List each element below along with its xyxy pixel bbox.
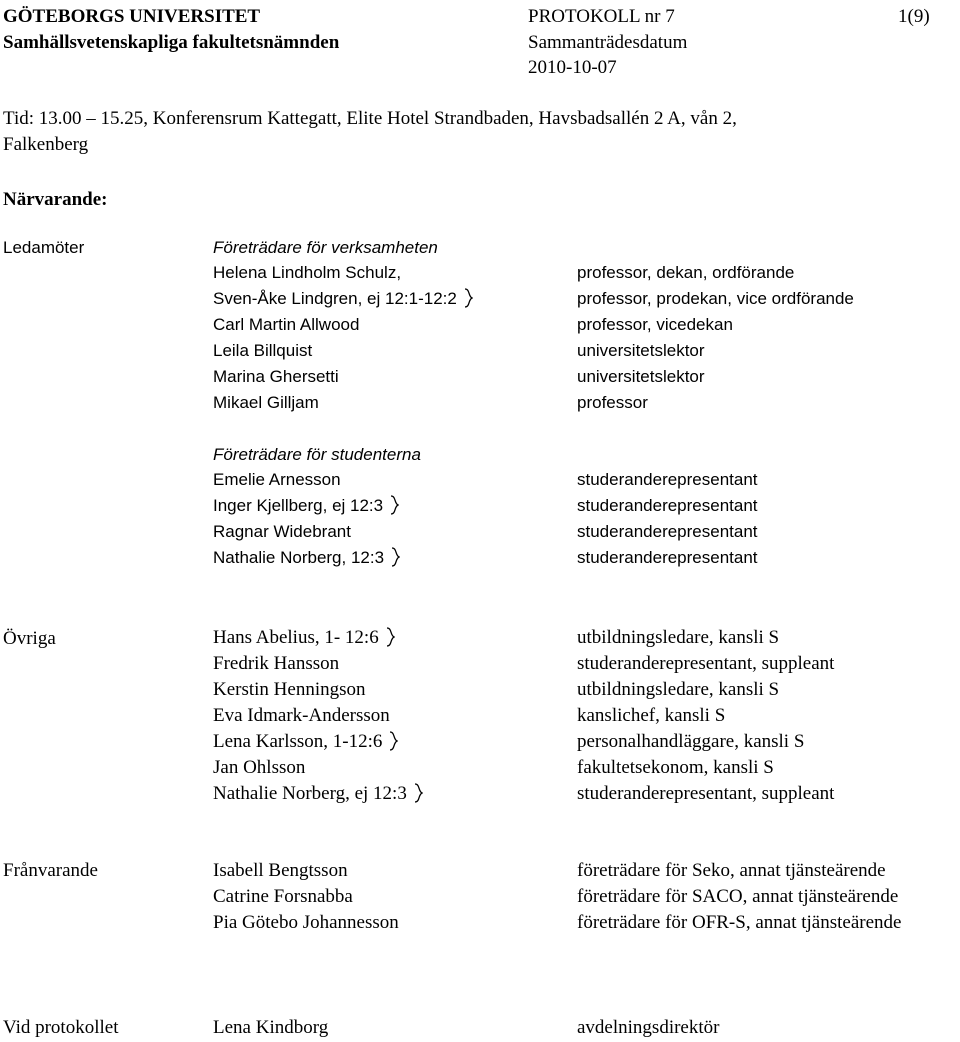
list-item [0,260,960,286]
list-item [0,312,960,338]
person-name [213,545,400,571]
person-name-text: Inger Kjellberg, ej 12:3 [213,496,384,515]
person-name-text: Fredrik Hansson [213,653,340,674]
person-name [213,677,366,703]
others-label: Övriga [3,628,56,649]
list-item [0,286,960,312]
list-item [0,519,960,545]
meeting-date-label: Sammanträdesdatum [528,32,688,53]
list-item [0,390,960,416]
person-name [213,260,401,286]
list-item [0,781,960,807]
list-item [0,755,960,781]
person-role: universitetslektor [577,341,705,360]
list-item [0,625,960,651]
person-name-text: Emelie Arnesson [213,470,341,489]
list-item [0,467,960,493]
person-name-text: Catrine Forsnabba [213,886,353,907]
person-name-text: Nathalie Norberg, 12:3 [213,548,385,567]
person-name [213,312,359,338]
person-name-text: Lena Karlsson, 1-12:6 [213,731,383,752]
meeting-date: 2010-10-07 [528,57,617,78]
person-role: professor, vicedekan [577,315,733,334]
person-name-text: Kerstin Henningson [213,679,366,700]
time-place-line1: Tid: 13.00 – 15.25, Konferensrum Kattegatt, Elite Hotel Strandbaden, Havsbadsallén 2 A, vån 2, [3,108,737,129]
person-role: företrädare för SACO, annat tjänsteärende [577,886,899,907]
person-name [213,781,423,807]
person-role: företrädare för Seko, annat tjänsteärende [577,860,886,881]
section-bracket-icon [463,288,473,308]
person-role: professor, prodekan, vice ordförande [577,289,854,308]
person-role: universitetslektor [577,367,705,386]
person-role: kanslichef, kansli S [577,705,726,726]
person-name [213,467,341,493]
group2-heading: Företrädare för studenterna [213,445,421,464]
minutes-label: Vid protokollet [3,1017,119,1038]
person-role: professor [577,393,648,412]
minutes-name: Lena Kindborg [213,1017,329,1038]
list-item [0,545,960,571]
person-role: studeranderepresentant [577,470,758,489]
person-role: studeranderepresentant [577,548,758,567]
list-item [0,364,960,390]
person-name-text: Leila Billquist [213,341,313,360]
list-item [0,858,960,884]
university-name: GÖTEBORGS UNIVERSITET [3,6,261,27]
person-name [213,390,319,416]
absent-label: Frånvarande [3,860,98,881]
person-name-text: Hans Abelius, 1- 12:6 [213,627,379,648]
list-item [0,910,960,936]
person-role: utbildningsledare, kansli S [577,679,780,700]
faculty-name: Samhällsvetenskapliga fakultetsnämnden [3,32,340,53]
person-role: företrädare för OFR-S, annat tjänsteärende [577,912,902,933]
time-place-line2: Falkenberg [3,134,89,155]
present-heading: Närvarande: [3,189,108,210]
person-role: studeranderepresentant [577,522,758,541]
person-name-text: Eva Idmark-Andersson [213,705,390,726]
list-item [0,677,960,703]
person-name [213,338,312,364]
list-item [0,703,960,729]
section-bracket-icon [390,547,400,567]
person-name [213,519,351,545]
person-role: fakultetsekonom, kansli S [577,757,774,778]
person-name-text: Nathalie Norberg, ej 12:3 [213,783,407,804]
page-number: 1(9) [898,6,930,27]
person-name [213,858,348,884]
list-item [0,729,960,755]
person-role: studeranderepresentant [577,496,758,515]
person-name [213,286,473,312]
minutes-role: avdelningsdirektör [577,1017,720,1038]
person-name [213,755,305,781]
section-bracket-icon [388,731,398,751]
list-item [0,493,960,519]
person-name [213,703,390,729]
person-name [213,625,395,651]
person-name-text: Jan Ohlsson [213,757,306,778]
person-name [213,364,339,390]
person-name-text: Isabell Bengtsson [213,860,348,881]
person-name [213,493,399,519]
list-item [0,651,960,677]
person-role: studeranderepresentant, suppleant [577,653,835,674]
group1-heading: Företrädare för verksamheten [213,238,438,257]
person-name-text: Pia Götebo Johannesson [213,912,399,933]
section-bracket-icon [389,495,399,515]
person-name-text: Mikael Gilljam [213,393,319,412]
person-name [213,884,353,910]
person-name-text: Marina Ghersetti [213,367,339,386]
person-name [213,729,398,755]
section-bracket-icon [413,783,423,803]
person-role: studeranderepresentant, suppleant [577,783,835,804]
person-name [213,651,339,677]
person-role: professor, dekan, ordförande [577,263,795,282]
person-name-text: Ragnar Widebrant [213,522,351,541]
person-name-text: Sven-Åke Lindgren, ej 12:1-12:2 [213,289,457,308]
person-role: personalhandläggare, kansli S [577,731,805,752]
person-name [213,910,399,936]
section-bracket-icon [385,627,395,647]
list-item [0,338,960,364]
members-label: Ledamöter [3,238,85,257]
person-role: utbildningsledare, kansli S [577,627,780,648]
list-item [0,884,960,910]
person-name-text: Carl Martin Allwood [213,315,360,334]
protocol-number: PROTOKOLL nr 7 [528,6,675,27]
person-name-text: Helena Lindholm Schulz, [213,263,402,282]
